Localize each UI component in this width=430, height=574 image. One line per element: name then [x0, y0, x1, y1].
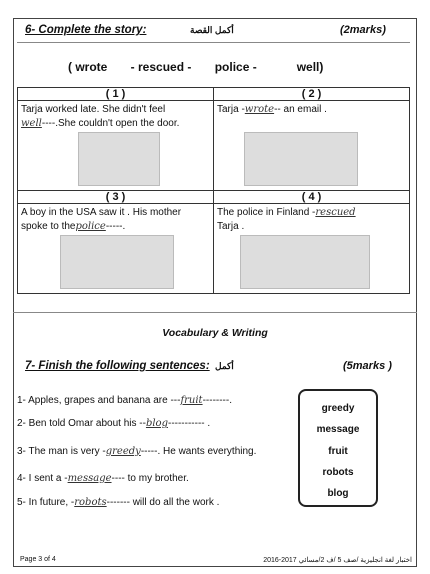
- sentence-5: 5- In future, -robots------- will do all the work .: [17, 497, 220, 508]
- handwritten-answer: blog: [145, 418, 168, 429]
- panel-1: [18, 88, 214, 191]
- panel-picture: [240, 235, 370, 289]
- sentence-2: 2- Ben told Omar about his --blog----------- .: [17, 418, 211, 429]
- vocab-heading: Vocabulary & Writing: [162, 327, 268, 339]
- panel-picture: [60, 235, 174, 289]
- footer-exam-info: اختبار لغة انجليزية /صف 5 /ف 2/مسائي 2017-2016: [263, 557, 412, 564]
- word-box-item: blog: [327, 488, 349, 499]
- handwritten-answer: greedy: [105, 446, 141, 457]
- panel-number: ( 3 ): [18, 191, 213, 204]
- panel-number: ( 1 ): [18, 88, 213, 101]
- handwritten-answer: police: [75, 221, 106, 232]
- panel-number: ( 2 ): [214, 88, 409, 101]
- handwritten-answer: rescued: [315, 207, 356, 218]
- sentence-1: 1- Apples, grapes and banana are ---fruit--------.: [17, 395, 232, 406]
- word-box: [298, 389, 378, 507]
- panel-number: ( 4 ): [214, 191, 409, 204]
- panel-3: [18, 191, 214, 294]
- word-box-item: message: [316, 424, 360, 435]
- handwritten-answer: fruit: [180, 395, 203, 406]
- panel-text: The police in Finland -rescued Tarja .: [217, 207, 356, 232]
- section6-arabic: أكمل القصة: [190, 25, 234, 35]
- word-bank: ( wrote - rescued - police - well): [68, 60, 324, 74]
- panel-2: [214, 88, 410, 191]
- word-box-item: greedy: [321, 403, 355, 414]
- divider: [13, 312, 417, 313]
- section6-marks: (2marks): [340, 24, 386, 36]
- section7-marks: (5marks ): [343, 360, 392, 372]
- panel-text: Tarja -wrote-- an email .: [217, 104, 327, 115]
- panel-4: [214, 191, 410, 294]
- handwritten-answer: robots: [74, 497, 107, 508]
- footer-page-number: Page 3 of 4: [20, 556, 56, 563]
- section6-title: 6- Complete the story:: [25, 24, 147, 36]
- handwritten-answer: well: [21, 118, 42, 129]
- section7-title: 7- Finish the following sentences:: [25, 360, 210, 372]
- sentence-3: 3- The man is very -greedy-----. He wants everything.: [17, 446, 257, 457]
- panel-picture: [78, 132, 160, 186]
- panel-text: Tarja worked late. She didn't feel well----.She couldn't open the door.: [21, 104, 180, 129]
- panel-picture: [244, 132, 358, 186]
- panel-text: A boy in the USA saw it . His mother spoke to thepolice-----.: [21, 207, 182, 232]
- handwritten-answer: wrote: [244, 104, 275, 115]
- handwritten-answer: message: [67, 473, 112, 484]
- word-box-item: robots: [322, 467, 354, 478]
- sentence-4: 4- I sent a -message---- to my brother.: [17, 473, 189, 484]
- word-box-item: fruit: [328, 446, 348, 457]
- divider: [17, 42, 410, 43]
- section7-arabic: أكمل: [215, 361, 234, 371]
- story-panels: [17, 87, 410, 294]
